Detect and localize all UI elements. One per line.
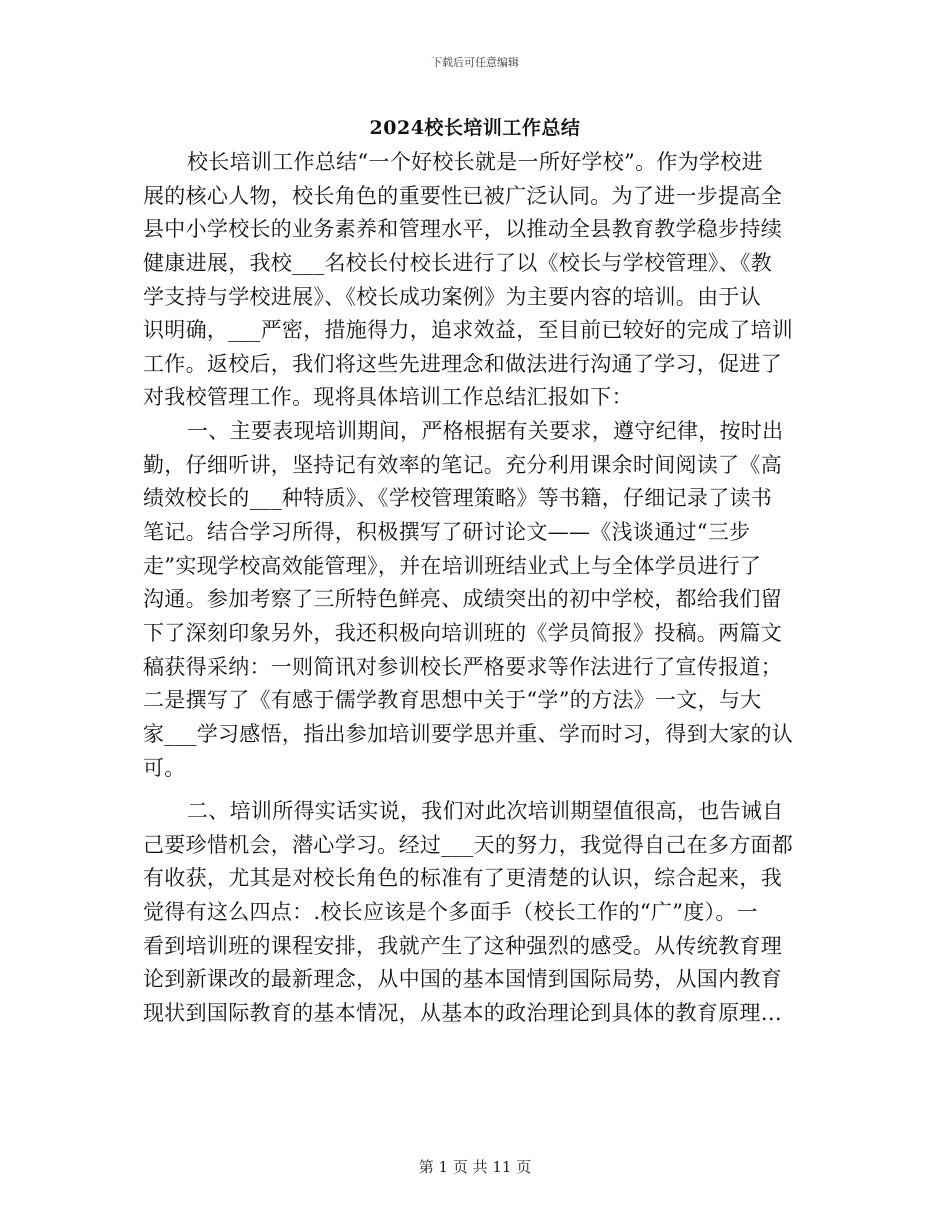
body-line: 有收获，尤其是对校长角色的标准有了更清楚的认识，综合起来，我 [143, 866, 782, 891]
body-line: 展的核心人物，校长角色的重要性已被广泛认同。为了进一步提高全 [143, 183, 782, 208]
paragraph-gap [143, 785, 823, 795]
body-line: 家___学习感悟，指出参加培训要学思并重、学而时习，得到大家的认 [143, 721, 794, 746]
body-line: 下了深刻印象另外，我还积极向培训班的《学员简报》投稿。两篇文 [143, 620, 782, 645]
body-line: 笔记。结合学习所得，积极撰写了研讨论文——《浅谈通过“三步 [143, 520, 751, 545]
body-line: 论到新课改的最新理念，从中国的基本国情到国际局势，从国内教育 [143, 967, 782, 992]
body-line: 绩效校长的___种特质》、《学校管理策略》等书籍，仔细记录了读书 [143, 486, 773, 511]
body-line: 健康进展，我校___名校长付校长进行了以《校长与学校管理》、《教 [143, 250, 773, 275]
body-line: 可。 [143, 755, 186, 780]
body-line: 稿获得采纳：一则简讯对参训校长严格要求等作法进行了宣传报道； [143, 654, 782, 679]
body-line: 己要珍惜机会，潜心学习。经过___天的努力，我觉得自己在多方面都 [143, 832, 794, 857]
body-line: 识明确，___严密，措施得力，追求效益，至目前已较好的完成了培训 [143, 318, 794, 343]
body-line: 对我校管理工作。现将具体培训工作总结汇报如下： [143, 385, 633, 410]
document-title: 2024校长培训工作总结 [369, 117, 581, 139]
body-line: 沟通。参加考察了三所特色鲜亮、成绩突出的初中学校，都给我们留 [143, 587, 782, 612]
body-line: 学支持与学校进展》、《校长成功案例》为主要内容的培训。由于认 [143, 284, 761, 309]
body-line: 工作。返校后，我们将这些先进理念和做法进行沟通了学习，促进了 [143, 351, 782, 376]
document-body [143, 146, 823, 1031]
body-line: 现状到国际教育的基本情况，从基本的政治理论到具体的教育原理… [143, 1001, 782, 1026]
page-footer: 第 1 页 共 11 页 [418, 1158, 532, 1176]
body-line: 二是撰写了《有感于儒学教育思想中关于“学”的方法》一文，与大 [143, 688, 762, 713]
header-note: 下载后可任意编辑 [431, 56, 519, 69]
body-line: 勤，仔细听讲，坚持记有效率的笔记。充分利用课余时间阅读了《高 [143, 452, 782, 477]
body-line: 二、培训所得实话实说，我们对此次培训期望值很高，也告诫自 [187, 799, 784, 824]
body-line: 一、主要表现培训期间，严格根据有关要求，遵守纪律，按时出 [187, 419, 784, 444]
body-line: 觉得有这么四点：.校长应该是个多面手（校长工作的“广”度）。一 [143, 900, 758, 925]
body-line: 走”实现学校高效能管理》，并在培训班结业式上与全体学员进行了 [143, 553, 762, 578]
body-line: 看到培训班的课程安排，我就产生了这种强烈的感受。从传统教育理 [143, 933, 782, 958]
body-line: 县中小学校长的业务素养和管理水平，以推动全县教育教学稳步持续 [143, 217, 782, 242]
body-line: 校长培训工作总结“一个好校长就是一所好学校”。作为学校进 [187, 150, 763, 174]
